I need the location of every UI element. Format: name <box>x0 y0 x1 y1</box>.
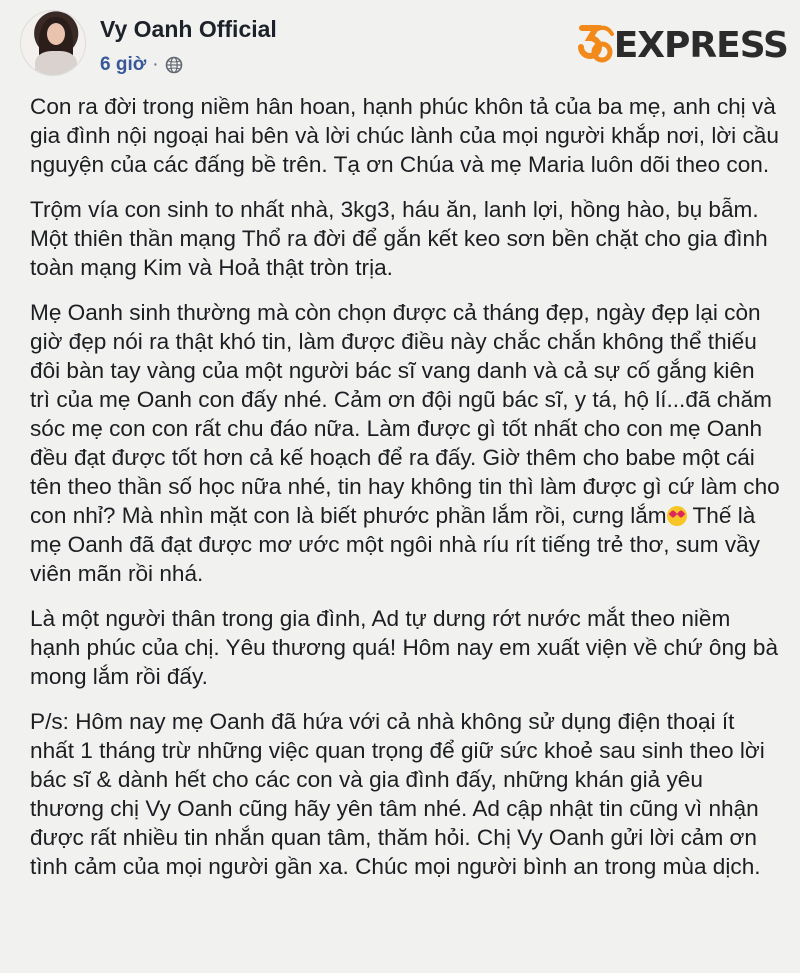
post-meta <box>100 54 183 76</box>
post-paragraph-5: P/s: Hôm nay mẹ Oanh đã hứa với cả nhà không sử dụng điện thoại ít nhất 1 tháng trừ những việc quan trọng để giữ sức khoẻ sau sinh theo lời bác sĩ & dành hết cho các con và gia đình đấy, những khán giả yêu thương chị Vy Oanh cũng hãy yên tâm nhé. Ad cập nhật tin cũng vì nhận được rất nhiều tin nhắn quan tâm, thăm hỏi. Chị Vy Oanh gửi lời cảm ơn tình cảm của mọi người gần xa. Chúc mọi người bình an trong mùa dịch. <box>30 709 765 879</box>
post-paragraph-2: Trộm vía con sinh to nhất nhà, 3kg3, háu ăn, lanh lợi, hồng hào, bụ bẫm. Một thiên thần mạng Thổ ra đời để gắn kết keo sơn bền chặt cho gia đình toàn mạng Kim và Hoả thật tròn trịa. <box>30 197 768 280</box>
logo-mark <box>572 22 616 68</box>
avatar-face <box>47 23 65 45</box>
avatar-dress <box>35 51 77 76</box>
author-avatar[interactable] <box>20 10 86 76</box>
paragraph-3-text-a: Mẹ Oanh sinh thường mà còn chọn được cả tháng đẹp, ngày đẹp lại còn giờ đẹp nói ra thật khó tin, làm được điều này chắc chắn không thể thiếu đôi bàn tay vàng của một người bác sĩ vang danh và cả sự cố gắng kiên trì của mẹ Oanh con đấy nhé. Cảm ơn đội ngũ bác sĩ, y tá, hộ lí...đã chăm sóc mẹ con con rất chu đáo nữa. Làm được gì tốt nhất cho con mẹ Oanh đều đạt được tốt hơn cả kế hoạch để ra đấy. Giờ thêm cho babe một cái tên theo thần số học nữa nhé, tin hay không tin thì làm được gì cứ làm cho con nhỉ? Mà nhìn mặt con là biết phước phần lắm rồi, cưng lắm <box>30 300 780 528</box>
post-time[interactable]: 6 giờ <box>100 54 147 75</box>
post-body <box>30 92 780 897</box>
365express-logo <box>572 22 788 68</box>
post-paragraph-3 <box>30 298 780 588</box>
globe-icon[interactable] <box>165 56 183 74</box>
post-paragraph-4: Là một người thân trong gia đình, Ad tự dưng rớt nước mắt theo niềm hạnh phúc của chị. Yêu thương quá! Hôm nay em xuất viện về chứ ông bà mong lắm rồi đấy. <box>30 606 779 689</box>
author-name[interactable]: Vy Oanh Official <box>100 16 277 42</box>
logo-brand-text: EXPRESS <box>613 24 788 66</box>
heart-eyes-emoji-icon <box>667 506 687 526</box>
post-paragraph-1: Con ra đời trong niềm hân hoan, hạnh phúc khôn tả của ba mẹ, anh chị và gia đình nội ngoại hai bên và lời chúc lành của mọi người khắp nơi, lời cầu nguyện của các đấng bề trên. Tạ ơn Chúa và mẹ Maria luôn dõi theo con. <box>30 94 779 177</box>
meta-separator: · <box>152 54 159 75</box>
paragraph-3-text-b: Thế là mẹ Oanh đã đạt được mơ ước một ngôi nhà ríu rít tiếng trẻ thơ, sum vầy viên mãn rồi nhá. <box>30 503 760 586</box>
